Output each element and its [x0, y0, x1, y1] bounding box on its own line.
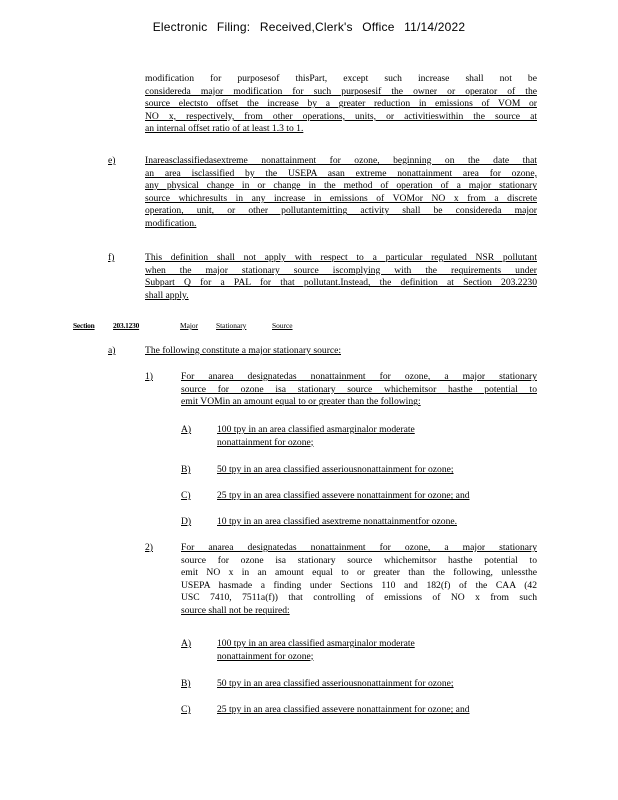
sub-2-item-label: A)	[181, 638, 192, 649]
sub-2-item-line: nonattainment for ozone;	[217, 650, 314, 662]
sub-2-line: emit NO x in an amount equal to or greater than the following, unlessthe	[181, 567, 537, 579]
sub-1-line: source for ozone isa stationary source whichemitsor hasthe potential to	[181, 383, 537, 395]
item-e-line: any physical change in or change in the method of operation of a major stationary	[145, 180, 537, 192]
item-f-line: Subpart Q for a PAL for that pollutant.Instead, the definition at Section 203.2230	[145, 277, 537, 289]
sub-2-paragraph	[181, 542, 537, 618]
item-e-paragraph	[145, 155, 537, 231]
sub-2-label: 2)	[145, 542, 153, 553]
sub-1-line: emit VOMin an amount equal to or greater than the following:	[181, 396, 421, 408]
sub-2-item	[217, 704, 470, 717]
item-e-label: e)	[108, 155, 116, 166]
section-title-part: Major	[180, 321, 199, 330]
intro-line: NO x, respectively, from other operations, units, or activitieswithin the source at	[145, 110, 537, 122]
item-f-paragraph	[145, 252, 537, 302]
section-title-part: Source	[272, 321, 293, 330]
item-f-line: when the major stationary source iscomplying with the requirements under	[145, 264, 537, 276]
sub-2-line: source shall not be required:	[181, 604, 290, 616]
item-a-label: a)	[108, 345, 116, 356]
sub-1-item-label: A)	[181, 424, 192, 435]
sub-2-item-label: B)	[181, 678, 191, 689]
sub-1-item	[217, 464, 454, 477]
item-e-line: source whichresults in any increase in emissions of VOMor NO x from a discrete	[145, 192, 537, 204]
sub-2-line: USEPA hasmade a finding under Sections 110 and 182(f) of the CAA (42	[181, 579, 537, 591]
item-f-line: This definition shall not apply with respect to a particular regulated NSR pollutant	[145, 252, 537, 263]
intro-line: modification for purposesof thisPart, except such increase shall not be	[145, 73, 537, 84]
sub-1-item	[217, 516, 457, 529]
item-e-line: an area isclassified by the USEPA asan extreme nonattainment area for ozone,	[145, 167, 537, 179]
item-e-line: operation, unit, or other pollutantemitting activity shall be considereda major	[145, 205, 537, 217]
sub-1-item	[217, 424, 415, 449]
sub-1-item-label: B)	[181, 464, 191, 475]
item-a-line: The following constitute a major stationary source:	[145, 345, 342, 356]
sub-2-item-label: C)	[181, 704, 191, 715]
sub-1-item-label: D)	[181, 516, 192, 527]
sub-1-label: 1)	[145, 371, 153, 382]
sub-2-item-line: 25 tpy in an area classified assevere nonattainment for ozone; and	[217, 704, 470, 715]
sub-1-item	[217, 490, 470, 503]
sub-1-item-line: 50 tpy in an area classified asseriousnonattainment for ozone;	[217, 464, 454, 475]
intro-line: an internal offset ratio of at least 1.3 to 1.	[145, 123, 304, 135]
sub-1-item-line: nonattainment for ozone;	[217, 436, 314, 448]
sub-2-line: For anarea designatedas nonattainment for ozone, a major stationary	[181, 542, 537, 553]
intro-line: source electsto offset the increase by a greater reduction in emissions of VOM or	[145, 98, 537, 110]
sub-2-item	[217, 638, 415, 663]
sub-1-line: For anarea designatedas nonattainment for ozone, a major stationary	[181, 371, 537, 382]
intro-line: considereda major modification for such purposesif the owner or operator of the	[145, 85, 537, 97]
sub-1-paragraph	[181, 371, 537, 409]
sub-2-line: source for ozone isa stationary source whichemitsor hasthe potential to	[181, 554, 537, 566]
sub-1-item-line: 10 tpy in an area classified asextreme nonattainmentfor ozone.	[217, 516, 458, 527]
sub-2-item-line: 100 tpy in an area classified asmarginalor moderate	[217, 638, 415, 649]
filing-stamp-header: Electronic Filing: Received,Clerk's Office 11/14/2022	[152, 20, 466, 34]
item-e-line: modification.	[145, 217, 197, 229]
section-title-part: Stationary	[216, 321, 247, 330]
item-a-text	[145, 345, 341, 358]
sub-1-item-line: 100 tpy in an area classified asmarginalor moderate	[217, 424, 415, 435]
sub-2-item	[217, 678, 454, 691]
sub-1-item-line: 25 tpy in an area classified assevere nonattainment for ozone; and	[217, 490, 470, 501]
item-e-line: Inareasclassifiedasextreme nonattainment for ozone, beginning on the date that	[145, 155, 537, 166]
section-number: 203.1230	[113, 321, 140, 330]
intro-paragraph	[145, 73, 537, 136]
item-f-label: f)	[108, 252, 115, 263]
sub-2-item-line: 50 tpy in an area classified asseriousnonattainment for ozone;	[217, 678, 454, 689]
sub-2-line: USC 7410, 7511a(f)) that controlling of emissions of NO x from such	[181, 592, 537, 604]
item-f-line: shall apply.	[145, 289, 189, 301]
section-word: Section	[73, 321, 95, 330]
sub-1-item-label: C)	[181, 490, 191, 501]
